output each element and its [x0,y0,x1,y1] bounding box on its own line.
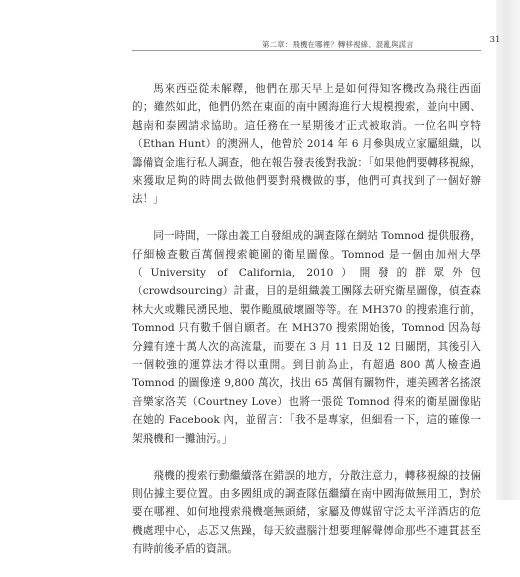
paragraph-2: 同一時間，一隊由義工自發組成的調查隊在網站 Tomnod 提供服務，仔細檢查數百萬個搜索範圍的衛星圖像。Tomnod 是一個由加州大學（University of California, 2010）開發的群眾外包（crowdsourcing）計畫，目的是組織義工團隊去研究衛星圖像，偵查森林大火或難民湧民地、製作颱風破壞圖等等。在 MH370 的搜索進行前，Tomnod 只有數千個自願者。在 MH370 搜索開始後，Tomnod 因為每分鐘有達十萬人次的高流量，而要在 3 月 11 日及 12 日關閉，其後引入一個較強的運算法才得以重開。到目前為止，有超過 800 萬人檢查過 Tomnod 的圖像達 9,800 萬次，找出 65 萬個有關物件，連美國著名搖滾音樂家洛芙（Courtney Love）也將一張從 Tomnod 得來的衛星圖像貼在她的 Facebook 內，並留言：「我不是專家，但細看一下，這的確像一架飛機和一攤油污。」 [132,230,481,445]
body-text [132,80,481,577]
header-divider [132,50,481,51]
page-edge-shadow [496,0,520,500]
running-header: 第二章：飛機在哪裡？轉移視線、混亂與謊言 [262,40,414,49]
page-number: 31 [489,35,501,45]
paragraph-1: 馬來西亞從未解釋，他們在那天早上是如何得知客機改為飛往西面的；雖然如此，他們仍然在東面的南中國海進行大規模搜索，並向中國、越南和泰國請求協助。這任務在一星期後才正式被取消。一位名叫亨特（Ethan Hunt）的澳洲人，他曾於 2014 年 6 月參與成立家屬組織，以籌備資金進行私人調查，他在報告發表後對我說：「如果他們要轉移視線，來獲取足夠的時間去做他們要對飛機做的事，他們可真找到了一個好辦法！」 [132,83,481,206]
paragraph-3: 飛機的搜索行動繼續落在錯誤的地方，分散注意力，轉移視線的技倆則佔據主要位置。由多國組成的調查隊伍繼續在南中國海做無用工，對於要在哪裡、如何地搜索飛機毫無頭緒，家屬及傳媒留守泛太平洋酒店的危機處理中心，忐忑又焦躁，每天絞盡腦汁想要理解聲傳命那些不連貫甚至有時前後矛盾的資訊。 [132,469,481,556]
